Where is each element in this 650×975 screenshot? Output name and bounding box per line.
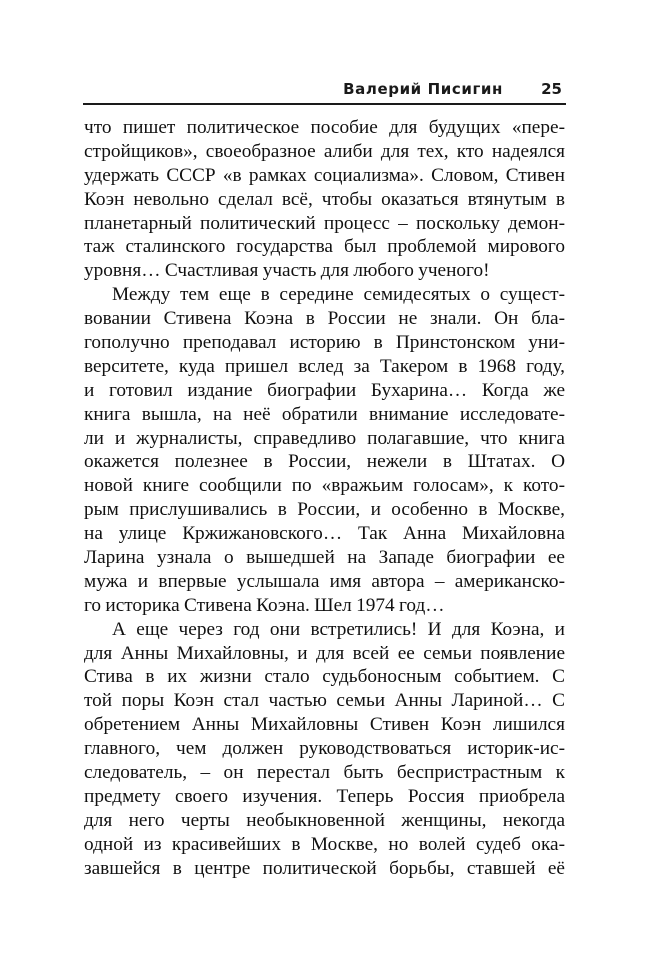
paragraph <box>84 618 565 881</box>
text-line: таж сталинского государства был проблемой мирового <box>84 236 565 258</box>
paragraph <box>84 116 565 283</box>
text-line: стройщиков», своеобразное алиби для тех, кто надеялся <box>84 140 565 162</box>
text-line: новой книге сообщили по «вражьим голосам», к кото- <box>84 475 565 497</box>
text-line: окажется полезнее в России, нежели в Штатах. О <box>84 451 565 473</box>
text-line: обретением Анны Михайловны Стивен Коэн лишился <box>84 714 565 736</box>
text-line: для Анны Михайловны, и для всей ее семьи появление <box>84 642 565 664</box>
body-text <box>84 116 565 881</box>
text-line: главного, чем должен руководствоваться историк-ис- <box>84 738 565 760</box>
page-number: 25 <box>541 80 562 98</box>
text-line: завшейся в центре политической борьбы, ставшей её <box>84 857 565 879</box>
header-rule <box>83 103 566 105</box>
text-line: Ларина узнала о вышедшей на Западе биографии ее <box>84 547 565 569</box>
text-line: Коэн невольно сделал всё, чтобы оказаться втянутым в <box>84 188 565 210</box>
text-line: Между тем еще в середине семидесятых о сущест- <box>112 284 565 306</box>
text-line: Стива в их жизни стало судьбоносным событием. С <box>84 666 565 688</box>
text-line: вовании Стивена Коэна в России не знали. Он бла- <box>84 308 565 330</box>
running-header-author: Валерий Писигин <box>343 80 503 98</box>
text-line: планетарный политический процесс – поскольку демон- <box>84 212 565 234</box>
text-line: одной из красивейших в Москве, но волей судеб ока- <box>84 833 565 855</box>
text-line: что пишет политическое пособие для будущих «пере- <box>84 117 565 138</box>
text-line: той поры Коэн стал частью семьи Анны Лариной… С <box>84 690 565 712</box>
text-line: уровня… Счастливая участь для любого ученого! <box>84 260 490 282</box>
text-line: рым прислушивались в России, и особенно в Москве, <box>84 499 565 521</box>
paragraph <box>84 283 565 617</box>
text-line: ли и журналисты, справедливо полагавшие, что книга <box>84 427 565 449</box>
text-line: следователь, – он перестал быть беспристрастным к <box>84 762 565 784</box>
text-line: гополучно преподавал историю в Принстонском уни- <box>84 332 565 354</box>
text-line: мужа и впервые услышала имя автора – американско- <box>84 570 565 592</box>
text-line: для него черты необыкновенной женщины, некогда <box>84 809 565 831</box>
text-line: предмету своего изучения. Теперь Россия приобрела <box>84 785 565 807</box>
text-line: и готовил издание биографии Бухарина… Когда же <box>84 379 565 401</box>
text-line: го историка Стивена Коэна. Шел 1974 год… <box>84 594 445 616</box>
running-header <box>83 80 566 104</box>
text-line: на улице Кржижановского… Так Анна Михайловна <box>84 523 565 545</box>
text-line: книга вышла, на неё обратили внимание исследовате- <box>84 403 565 425</box>
text-line: А еще через год они встретились! И для Коэна, и <box>112 618 565 640</box>
text-line: удержать СССР «в рамках социализма». Словом, Стивен <box>84 164 565 186</box>
text-line: верситете, куда пришел вслед за Такером в 1968 году, <box>84 355 565 377</box>
